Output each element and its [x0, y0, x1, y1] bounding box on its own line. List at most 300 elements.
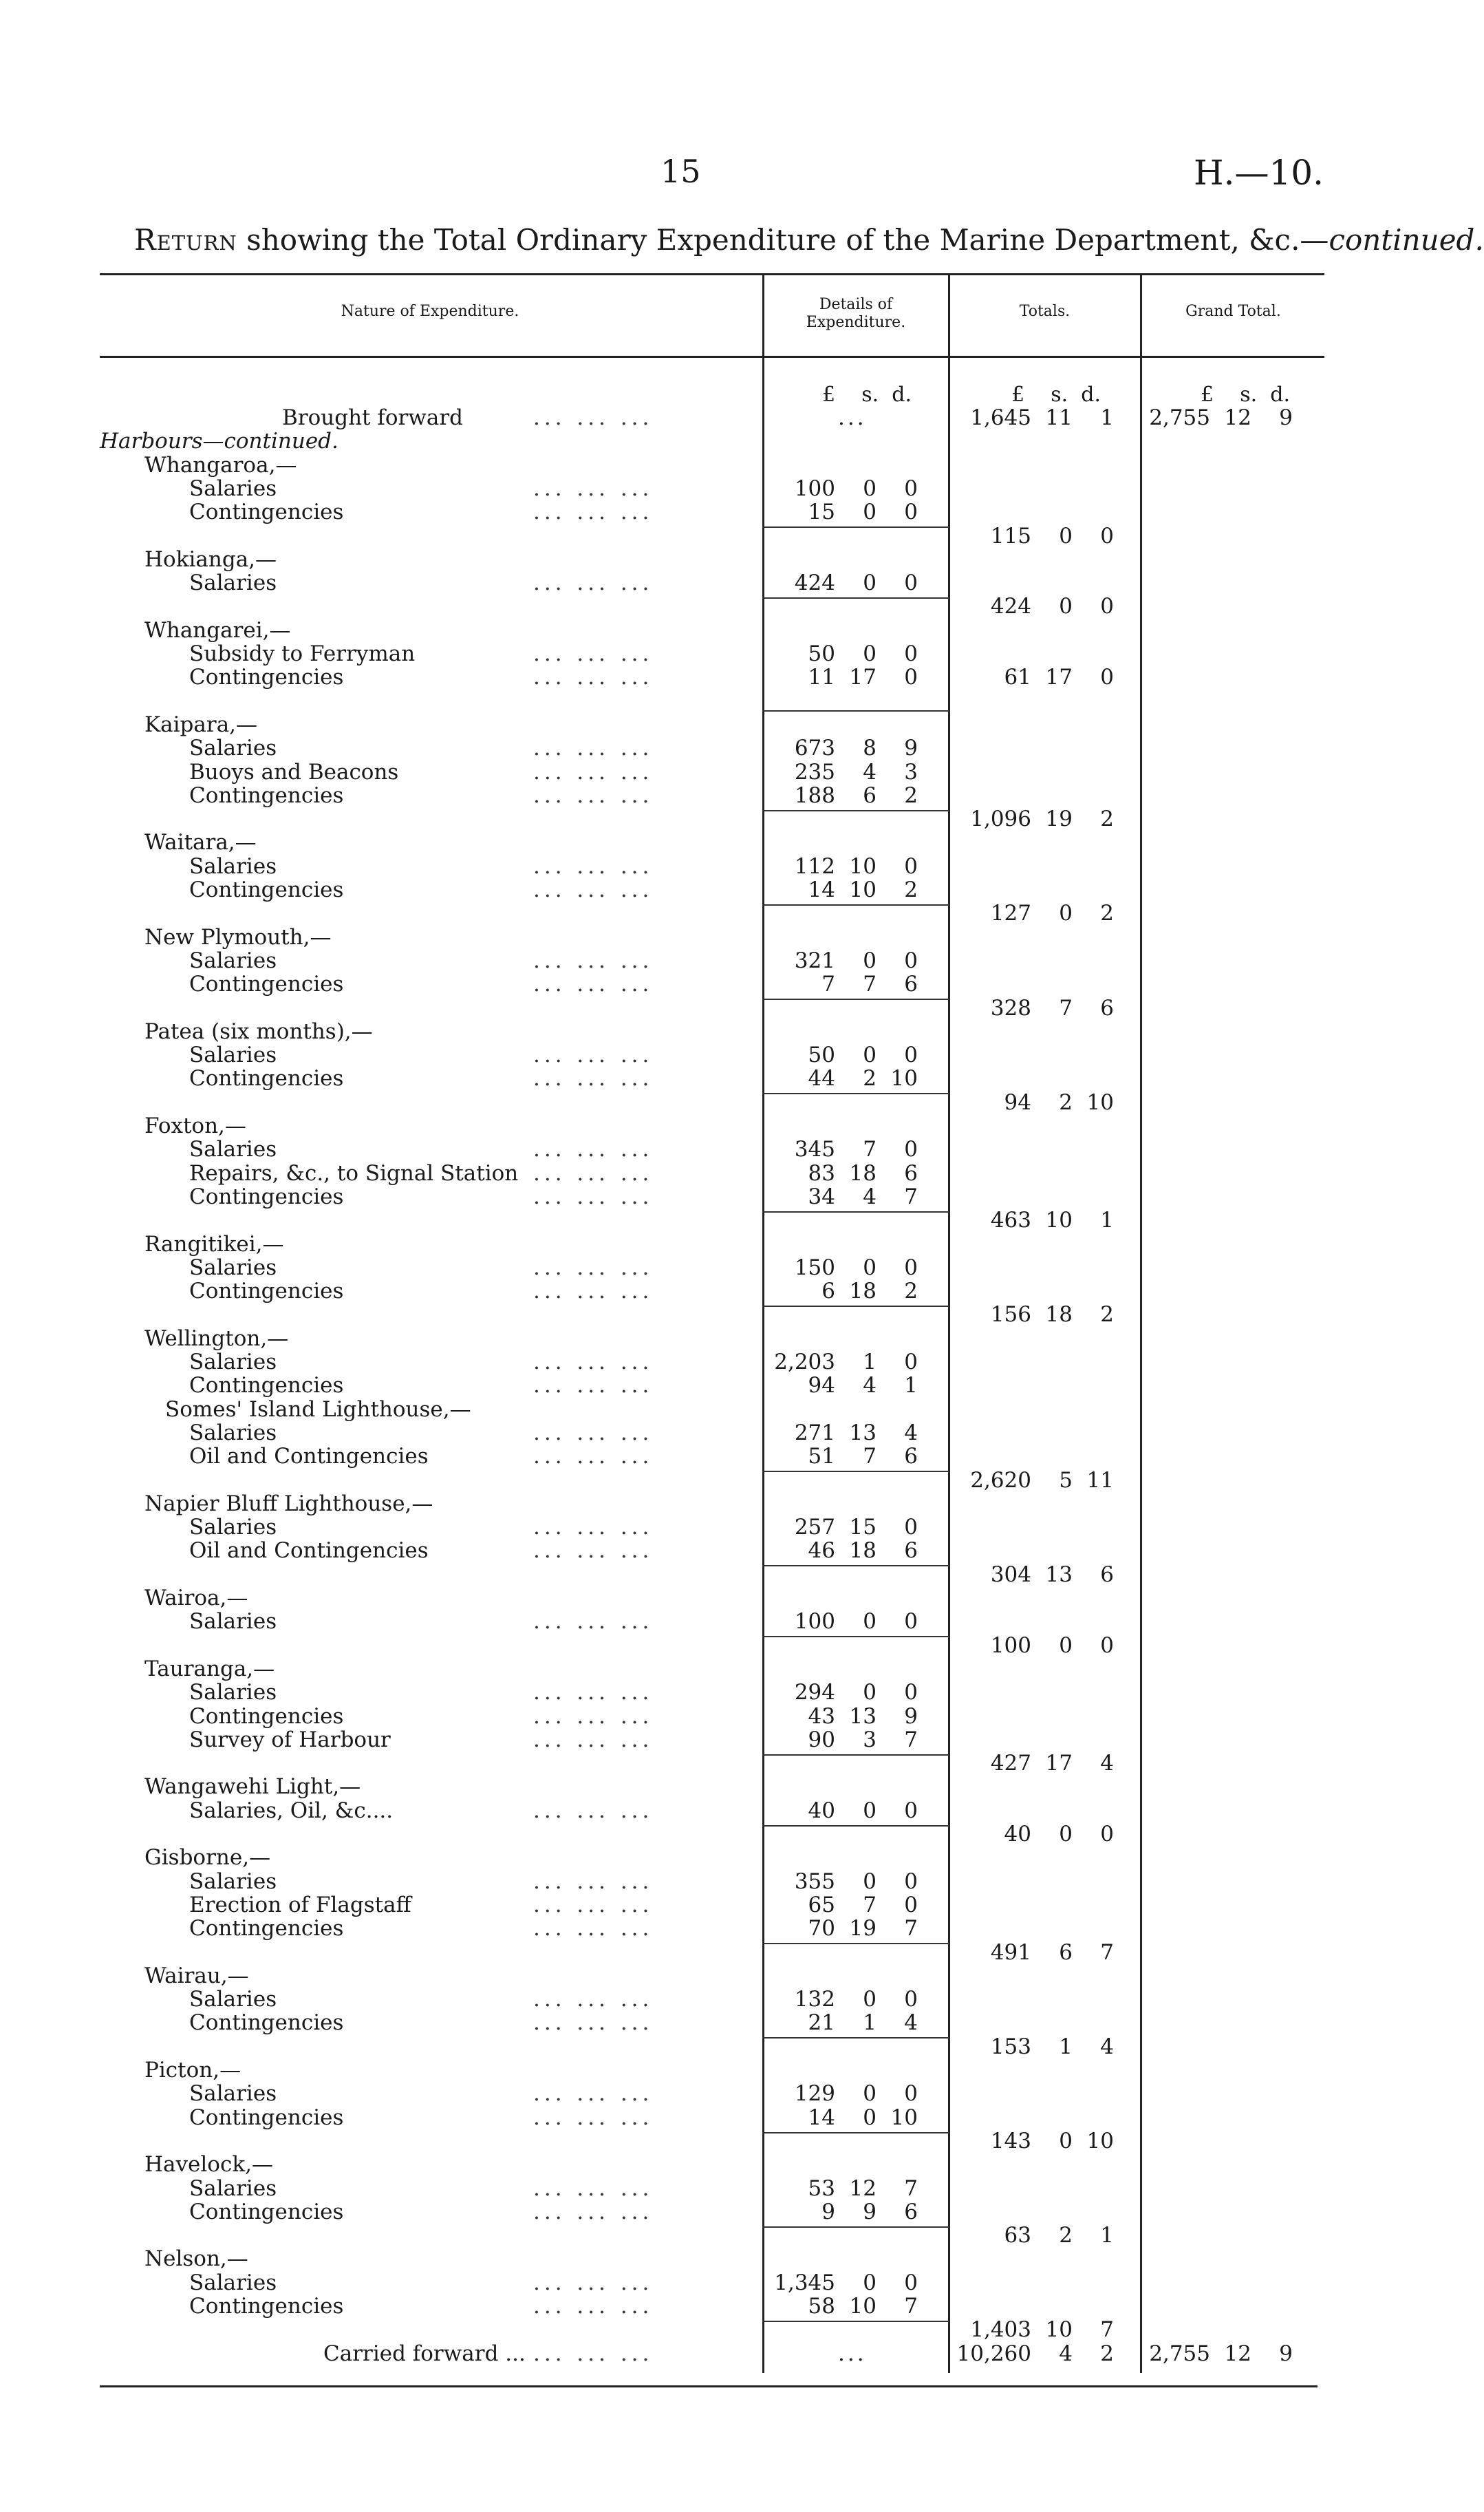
table-row — [0, 736, 1430, 760]
page-number: 15 — [660, 153, 701, 190]
table-row — [0, 548, 1430, 571]
detail-amount-pence: 4 — [904, 1420, 918, 1445]
grand-total-amount — [1148, 406, 1293, 429]
detail-amount-pence: 7 — [904, 1916, 918, 1941]
detail-amount-shillings: 0 — [863, 1869, 877, 1894]
table-row — [0, 902, 1430, 925]
detail-amount-pounds: 188 — [794, 783, 835, 808]
column-header-grand-total: Grand Total. — [1185, 303, 1281, 320]
row-label: Contingencies — [189, 1279, 344, 1304]
table-row — [0, 1657, 1430, 1681]
table-row — [0, 2224, 1430, 2247]
detail-amount-pounds: 424 — [794, 571, 835, 596]
row-label: Havelock,— — [144, 2152, 273, 2178]
row-label: Gisborne,— — [144, 1845, 271, 1871]
total-amount — [969, 1091, 1114, 1114]
detail-amount-pounds: 83 — [808, 1160, 835, 1186]
total-amount-pence: 2 — [1100, 807, 1114, 832]
table-row — [0, 1728, 1430, 1752]
detail-amount-shillings: 0 — [863, 1043, 877, 1068]
total-amount-pence: 0 — [1100, 523, 1114, 549]
leader-dots: ... ... ... — [533, 1892, 654, 1917]
detail-amount — [773, 2082, 918, 2105]
table-title — [134, 223, 1484, 257]
leader-dots: ... ... ... — [533, 2294, 654, 2319]
row-label: Whangaroa,— — [144, 452, 297, 478]
total-amount — [969, 997, 1114, 1020]
total-amount-shillings: 0 — [1059, 1822, 1073, 1846]
table-row — [0, 855, 1430, 878]
total-amount-shillings: 6 — [1059, 1939, 1073, 1965]
table-row — [0, 1350, 1430, 1374]
row-label: Contingencies — [189, 972, 344, 997]
unit-shilling: s. — [1051, 383, 1068, 407]
detail-amount-pence: 0 — [904, 1869, 918, 1894]
detail-amount-pounds: 7 — [821, 972, 835, 997]
detail-amount — [773, 2106, 918, 2129]
total-amount-pence: 10 — [1086, 1089, 1114, 1115]
detail-amount — [773, 666, 918, 689]
row-label: Foxton,— — [144, 1114, 246, 1138]
table-row — [0, 1067, 1430, 1090]
table-row — [0, 1775, 1430, 1798]
leader-dots: ... ... ... — [533, 783, 654, 808]
row-label: Contingencies — [189, 877, 344, 902]
detail-amount-shillings: 19 — [849, 1916, 877, 1941]
table-row — [0, 619, 1430, 642]
total-amount-shillings: 5 — [1059, 1467, 1073, 1493]
leader-dots: ... ... ... — [533, 1066, 654, 1092]
title-main: showing the Total Ordinary Expenditure of the Marine Department, &c.— — [237, 223, 1329, 257]
detail-amount-pounds: 58 — [808, 2294, 835, 2319]
table-row — [0, 2271, 1430, 2295]
detail-amount-pounds: 53 — [808, 2175, 835, 2201]
table-row — [0, 1020, 1430, 1043]
total-amount-pence: 7 — [1100, 1939, 1114, 1965]
table-row — [0, 2106, 1430, 2129]
detail-amount — [773, 1870, 918, 1893]
detail-amount-pence: 0 — [904, 1255, 918, 1280]
row-label: Salaries — [189, 1609, 277, 1635]
detail-amount-pounds: 150 — [794, 1255, 835, 1280]
detail-amount-pounds: 673 — [794, 736, 835, 761]
total-amount-pounds: 100 — [990, 1632, 1031, 1658]
detail-amount — [773, 1185, 918, 1209]
detail-amount-pence: 0 — [904, 500, 918, 525]
row-label: Salaries, Oil, &c.... — [189, 1798, 394, 1823]
row-label: Brought forward — [282, 405, 463, 430]
detail-amount-pounds: 21 — [808, 2010, 835, 2036]
row-label: Salaries — [189, 571, 277, 596]
table-row — [0, 1964, 1430, 1988]
row-label: Contingencies — [189, 1066, 344, 1092]
detail-amount-shillings: 18 — [849, 1279, 877, 1304]
total-amount-pence: 4 — [1100, 2034, 1114, 2059]
row-label: Contingencies — [189, 1916, 344, 1941]
table-row — [0, 1752, 1430, 1775]
total-amount-pence: 0 — [1100, 1822, 1114, 1846]
detail-amount — [773, 642, 918, 666]
table-row — [0, 1846, 1430, 1869]
detail-amount-pounds: 6 — [821, 1279, 835, 1304]
detail-ellipsis: ... — [838, 405, 867, 430]
table-row — [0, 1492, 1430, 1515]
detail-amount-pence: 9 — [904, 1703, 918, 1729]
total-amount — [969, 1469, 1114, 1492]
table-row — [0, 1988, 1430, 2011]
detail-amount-pounds: 100 — [794, 1609, 835, 1635]
detail-amount-pounds: 51 — [808, 1444, 835, 1469]
row-label: Somes' Island Lighthouse,— — [165, 1396, 471, 1422]
detail-amount-pounds: 50 — [808, 1043, 835, 1068]
detail-amount-pence: 10 — [890, 1066, 918, 1092]
leader-dots: ... ... ... — [533, 1279, 654, 1304]
leader-dots: ... ... ... — [533, 2341, 654, 2366]
total-amount-pounds: 10,260 — [956, 2341, 1031, 2366]
total-amount — [969, 666, 1114, 689]
detail-amount-pounds: 90 — [808, 1727, 835, 1752]
table-row — [0, 1563, 1430, 1586]
row-label: Subsidy to Ferryman — [189, 641, 416, 666]
detail-amount-pounds: 294 — [794, 1680, 835, 1705]
detail-amount-pence: 0 — [904, 2081, 918, 2107]
table-row — [0, 997, 1430, 1020]
row-label: Salaries — [189, 1137, 277, 1162]
row-label: Salaries — [189, 2270, 277, 2295]
table-row — [0, 1162, 1430, 1185]
detail-amount-pence: 6 — [904, 1538, 918, 1564]
detail-amount-pence: 0 — [904, 853, 918, 879]
detail-amount-shillings: 7 — [863, 972, 877, 997]
total-amount-shillings: 0 — [1059, 594, 1073, 619]
table-row — [0, 1586, 1430, 1610]
table-row — [0, 1515, 1430, 1539]
leader-dots: ... ... ... — [533, 2010, 654, 2036]
detail-amount-pounds: 14 — [808, 2105, 835, 2130]
detail-amount-pounds: 112 — [794, 853, 835, 879]
detail-amount-pounds: 2,203 — [774, 1350, 835, 1374]
row-label: Contingencies — [189, 2010, 344, 2036]
row-label: New Plymouth,— — [144, 924, 332, 950]
detail-amount — [773, 736, 918, 760]
total-amount-pounds: 463 — [990, 1208, 1031, 1233]
detail-amount-pounds: 94 — [808, 1373, 835, 1398]
detail-amount-shillings: 0 — [863, 476, 877, 501]
detail-amount-shillings: 4 — [863, 1373, 877, 1398]
detail-amount-pence: 2 — [904, 783, 918, 808]
unit-pound: £ — [822, 383, 836, 407]
detail-amount — [773, 1988, 918, 2011]
total-amount-shillings: 10 — [1045, 2317, 1073, 2343]
detail-amount-shillings: 0 — [863, 1987, 877, 2012]
table-row — [0, 972, 1430, 996]
table-row — [0, 500, 1430, 524]
row-label: Contingencies — [189, 1703, 344, 1729]
detail-amount-pounds: 34 — [808, 1184, 835, 1209]
detail-amount-shillings: 0 — [863, 2081, 877, 2107]
detail-amount — [773, 855, 918, 878]
total-amount-pence: 1 — [1100, 1208, 1114, 1233]
detail-amount-pence: 0 — [904, 2270, 918, 2295]
detail-amount-shillings: 7 — [863, 1444, 877, 1469]
table-row — [0, 2177, 1430, 2200]
detail-amount-pence: 9 — [904, 736, 918, 761]
detail-amount — [773, 1043, 918, 1067]
detail-amount — [773, 477, 918, 500]
total-amount — [969, 2224, 1114, 2247]
total-amount-pence: 2 — [1100, 901, 1114, 926]
grand-total-amount-pence: 9 — [1279, 405, 1293, 430]
total-amount-pounds: 427 — [990, 1751, 1031, 1776]
row-label: Contingencies — [189, 783, 344, 808]
table-row — [0, 1398, 1430, 1421]
detail-amount — [773, 1421, 918, 1445]
detail-amount-shillings: 12 — [849, 2175, 877, 2201]
table-row — [0, 1445, 1430, 1468]
detail-amount — [773, 1162, 918, 1185]
detail-amount-pence: 6 — [904, 1160, 918, 1186]
detail-amount — [773, 1350, 918, 1374]
detail-amount-shillings: 0 — [863, 1609, 877, 1635]
grand-total-amount — [1148, 2342, 1293, 2365]
table-row — [0, 1469, 1430, 1492]
row-label: Salaries — [189, 948, 277, 973]
total-amount — [969, 406, 1114, 429]
detail-amount — [773, 949, 918, 972]
total-amount-pence: 1 — [1100, 2223, 1114, 2248]
detail-amount-pence: 0 — [904, 1987, 918, 2012]
total-amount — [969, 902, 1114, 925]
total-amount-shillings: 1 — [1059, 2034, 1073, 2059]
row-label: Wangawehi Light,— — [144, 1774, 361, 1800]
detail-amount-shillings: 17 — [849, 665, 877, 690]
detail-ellipsis: ... — [838, 2341, 867, 2366]
total-amount-pence: 0 — [1100, 594, 1114, 619]
unit-shilling: s. — [1240, 383, 1258, 407]
table-row — [0, 2129, 1430, 2153]
table-row — [0, 666, 1430, 689]
leader-dots: ... ... ... — [533, 736, 654, 761]
total-amount-pounds: 2,620 — [970, 1467, 1031, 1493]
grand-units — [1201, 383, 1290, 407]
detail-amount-pence: 0 — [904, 1515, 918, 1540]
detail-amount-pence: 6 — [904, 2199, 918, 2224]
total-amount-pence: 10 — [1086, 2128, 1114, 2153]
detail-amount-pence: 0 — [904, 1892, 918, 1917]
leader-dots: ... ... ... — [533, 641, 654, 666]
row-label: Contingencies — [189, 665, 344, 690]
detail-amount-pounds: 70 — [808, 1916, 835, 1941]
detail-amount-pence: 0 — [904, 1680, 918, 1705]
detail-amount — [773, 571, 918, 595]
detail-amount — [773, 2177, 918, 2200]
table-row — [0, 878, 1430, 902]
detail-amount-shillings: 4 — [863, 759, 877, 785]
table-row — [0, 784, 1430, 807]
total-amount-pence: 2 — [1100, 2341, 1114, 2366]
detail-amount-shillings: 8 — [863, 736, 877, 761]
table-row — [0, 1941, 1430, 1964]
unit-pence: d. — [1270, 383, 1291, 407]
table-row — [0, 1091, 1430, 1114]
detail-amount-pounds: 11 — [808, 665, 835, 690]
leader-dots: ... ... ... — [533, 2105, 654, 2130]
total-amount-pounds: 491 — [990, 1939, 1031, 1965]
detail-amount — [773, 1917, 918, 1940]
table-row — [0, 1114, 1430, 1138]
detail-amount-shillings: 7 — [863, 1137, 877, 1162]
table-row — [0, 571, 1430, 595]
detail-amount-shillings: 0 — [863, 1798, 877, 1823]
leader-dots: ... ... ... — [533, 500, 654, 525]
row-label: Oil and Contingencies — [189, 1444, 429, 1469]
leader-dots: ... ... ... — [533, 1420, 654, 1445]
leader-dots: ... ... ... — [533, 1916, 654, 1941]
detail-amount-shillings: 9 — [863, 2199, 877, 2224]
detail-amount — [773, 1515, 918, 1539]
row-label: Contingencies — [189, 1184, 344, 1209]
column-header-details-line2: Expenditure. — [806, 314, 906, 331]
detail-amount-shillings: 0 — [863, 641, 877, 666]
detail-amount-pence: 7 — [904, 1184, 918, 1209]
grand-total-amount-shillings: 12 — [1224, 405, 1251, 430]
table-row — [0, 1893, 1430, 1917]
total-amount — [969, 2129, 1114, 2153]
table-row — [0, 760, 1430, 784]
total-amount — [969, 1209, 1114, 1232]
leader-dots: ... ... ... — [533, 571, 654, 596]
total-amount — [969, 595, 1114, 618]
table-row — [0, 1043, 1430, 1067]
row-label: Salaries — [189, 2081, 277, 2107]
detail-amount-shillings: 2 — [863, 1066, 877, 1092]
row-label: Whangarei,— — [144, 617, 291, 643]
detail-amount-pence: 1 — [904, 1373, 918, 1398]
table-row — [0, 1256, 1430, 1279]
total-amount-shillings: 10 — [1045, 1208, 1073, 1233]
total-amount-pounds: 40 — [1004, 1822, 1031, 1846]
detail-amount-pence: 0 — [904, 665, 918, 690]
row-label: Salaries — [189, 1350, 277, 1374]
detail-amount-pence: 0 — [904, 476, 918, 501]
leader-dots: ... ... ... — [533, 476, 654, 501]
leader-dots: ... ... ... — [533, 759, 654, 785]
grand-total-amount-shillings: 12 — [1224, 2341, 1251, 2366]
grand-total-amount-pence: 9 — [1279, 2341, 1293, 2366]
detail-amount-pounds: 345 — [794, 1137, 835, 1162]
leader-dots: ... ... ... — [533, 1444, 654, 1469]
detail-amount-shillings: 13 — [849, 1703, 877, 1729]
leader-dots: ... ... ... — [533, 1043, 654, 1068]
detail-amount-pounds: 46 — [808, 1538, 835, 1564]
total-amount-shillings: 0 — [1059, 1632, 1073, 1658]
leader-dots: ... ... ... — [533, 1515, 654, 1540]
detail-amount — [773, 878, 918, 902]
total-amount — [969, 1752, 1114, 1775]
total-amount-shillings: 0 — [1059, 2128, 1073, 2153]
leader-dots: ... ... ... — [533, 1373, 654, 1398]
detail-amount-pounds: 50 — [808, 641, 835, 666]
unit-pence: d. — [1081, 383, 1101, 407]
total-amount-pounds: 1,645 — [970, 405, 1031, 430]
detail-amount — [773, 1539, 918, 1562]
row-label: Contingencies — [189, 1373, 344, 1398]
unit-pence: d. — [892, 383, 912, 407]
detail-amount — [773, 1374, 918, 1397]
table-row — [0, 1705, 1430, 1728]
row-label: Harbours—continued. — [100, 429, 338, 454]
total-amount-pence: 0 — [1100, 1632, 1114, 1658]
detail-amount — [773, 972, 918, 996]
detail-amount-pence: 0 — [904, 571, 918, 596]
detail-amount-shillings: 15 — [849, 1515, 877, 1540]
detail-amount — [773, 2295, 918, 2318]
total-amount-shillings: 2 — [1059, 2223, 1073, 2248]
detail-amount-shillings: 10 — [849, 2294, 877, 2319]
row-label: Salaries — [189, 2175, 277, 2201]
row-label: Contingencies — [189, 2199, 344, 2224]
total-amount-shillings: 4 — [1059, 2341, 1073, 2366]
row-label: Wairoa,— — [144, 1586, 248, 1610]
table-row — [0, 926, 1430, 949]
detail-amount-pounds: 44 — [808, 1066, 835, 1092]
detail-amount-pounds: 43 — [808, 1703, 835, 1729]
row-label: Salaries — [189, 1680, 277, 1705]
row-label: Salaries — [189, 1420, 277, 1445]
detail-amount-shillings: 18 — [849, 1160, 877, 1186]
detail-amount-pounds: 100 — [794, 476, 835, 501]
total-amount-pounds: 61 — [1004, 665, 1031, 690]
table-row — [0, 1138, 1430, 1161]
table-bottom-rule — [100, 2385, 1318, 2387]
table-row — [0, 1610, 1430, 1633]
detail-amount-shillings: 1 — [863, 1350, 877, 1374]
table-row — [0, 1303, 1430, 1326]
leader-dots: ... ... ... — [533, 2175, 654, 2201]
leader-dots: ... ... ... — [533, 405, 654, 430]
totals-units — [1011, 383, 1101, 407]
row-label: Salaries — [189, 1987, 277, 2012]
table-row — [0, 1209, 1430, 1232]
detail-amount — [773, 1705, 918, 1728]
detail-amount-shillings: 10 — [849, 853, 877, 879]
detail-amount-pounds: 15 — [808, 500, 835, 525]
total-amount — [969, 1822, 1114, 1846]
detail-amount — [773, 1445, 918, 1468]
total-amount — [969, 1303, 1114, 1326]
detail-amount-shillings: 13 — [849, 1420, 877, 1445]
table-row — [0, 2011, 1430, 2034]
title-continued: continued. — [1329, 223, 1484, 257]
leader-dots: ... ... ... — [533, 665, 654, 690]
leader-dots: ... ... ... — [533, 1538, 654, 1564]
table-row — [0, 831, 1430, 854]
total-amount-shillings: 18 — [1045, 1302, 1073, 1328]
detail-amount-pounds: 257 — [794, 1515, 835, 1540]
detail-amount-pence: 0 — [904, 1137, 918, 1162]
total-amount — [969, 2318, 1114, 2341]
detail-amount — [773, 2011, 918, 2034]
total-amount-shillings: 0 — [1059, 523, 1073, 549]
detail-amount — [773, 1799, 918, 1822]
table-row — [0, 524, 1430, 548]
row-label: Waitara,— — [144, 830, 257, 855]
detail-amount — [773, 2200, 918, 2224]
detail-amount-pence: 2 — [904, 877, 918, 902]
detail-amount-pence: 7 — [904, 2175, 918, 2201]
detail-amount — [773, 1256, 918, 1279]
table-row — [0, 807, 1430, 831]
